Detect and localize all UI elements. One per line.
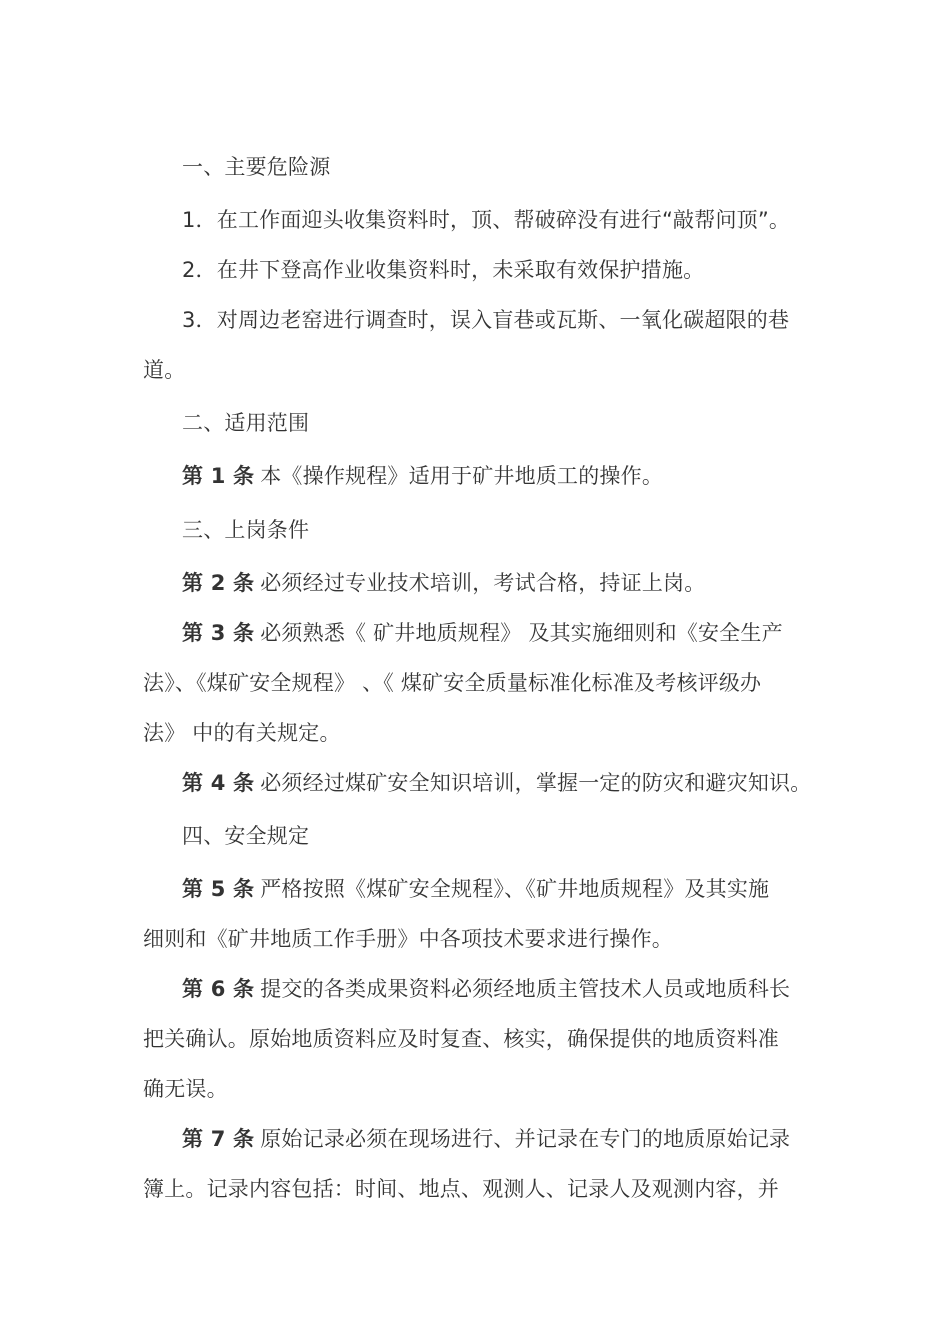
- section-heading-safety: [182, 823, 309, 849]
- line-text: 四、安全规定: [182, 824, 310, 848]
- article-6-cont-2: [143, 1076, 228, 1102]
- line-text: 严格按照《煤矿安全规程》、《矿井地质规程》及其实施: [260, 877, 770, 901]
- line-text: 把关确认。原始地质资料应及时复查、核实，确保提供的地质资料准: [143, 1027, 779, 1051]
- line-text: 1．在工作面迎头收集资料时，顶、帮破碎没有进行“敲帮问顶”。: [182, 208, 791, 232]
- article-3-cont-2: [143, 720, 341, 746]
- article-number: 第 5 条: [182, 877, 255, 901]
- line-text: 原始记录必须在现场进行、并记录在专门的地质原始记录: [260, 1127, 791, 1151]
- article-number: 第 4 条: [182, 771, 255, 795]
- article-5: [182, 876, 769, 902]
- line-text: 2．在井下登高作业收集资料时，未采取有效保护措施。: [182, 258, 705, 282]
- article-6: [182, 976, 790, 1002]
- line-text: 必须熟悉《 矿井地质规程》 及其实施细则和《安全生产: [260, 621, 783, 645]
- article-4: [182, 770, 811, 796]
- article-7: [182, 1126, 790, 1152]
- line-text: 本《操作规程》适用于矿井地质工的操作。: [260, 464, 664, 488]
- article-number: 第 7 条: [182, 1127, 255, 1151]
- line-text: 必须经过专业技术培训，考试合格，持证上岗。: [260, 571, 706, 595]
- article-1: [182, 463, 663, 489]
- line-text: 三、上岗条件: [182, 518, 310, 542]
- article-number: 第 6 条: [182, 977, 255, 1001]
- line-text: 3．对周边老窑进行调查时，误入盲巷或瓦斯、一氧化碳超限的巷: [182, 308, 790, 332]
- line-text: 必须经过煤矿安全知识培训，掌握一定的防灾和避灾知识。: [260, 771, 812, 795]
- hazard-item-1: [182, 207, 790, 233]
- line-text: 一、主要危险源: [182, 155, 331, 179]
- article-number: 第 3 条: [182, 621, 255, 645]
- hazard-item-3-cont: [143, 357, 185, 383]
- line-text: 法》、《煤矿安全规程》 、《 煤矿安全质量标准化标准及考核评级办: [143, 671, 762, 695]
- line-text: 法》 中的有关规定。: [143, 721, 341, 745]
- article-3-cont-1: [143, 670, 761, 696]
- line-text: 二、适用范围: [182, 411, 310, 435]
- line-text: 簿上。记录内容包括：时间、地点、观测人、记录人及观测内容，并: [143, 1177, 779, 1201]
- line-text: 道。: [143, 358, 186, 382]
- article-7-cont: [143, 1176, 779, 1202]
- hazard-item-2: [182, 257, 704, 283]
- section-heading-hazards: [182, 154, 330, 180]
- article-2: [182, 570, 705, 596]
- section-heading-scope: [182, 410, 309, 436]
- line-text: 确无误。: [143, 1077, 228, 1101]
- article-3: [182, 620, 783, 646]
- article-5-cont: [143, 926, 673, 952]
- line-text: 细则和《矿井地质工作手册》中各项技术要求进行操作。: [143, 927, 673, 951]
- hazard-item-3: [182, 307, 789, 333]
- article-number: 第 2 条: [182, 571, 255, 595]
- article-number: 第 1 条: [182, 464, 255, 488]
- article-6-cont-1: [143, 1026, 779, 1052]
- section-heading-qualifications: [182, 517, 309, 543]
- line-text: 提交的各类成果资料必须经地质主管技术人员或地质科长: [260, 977, 791, 1001]
